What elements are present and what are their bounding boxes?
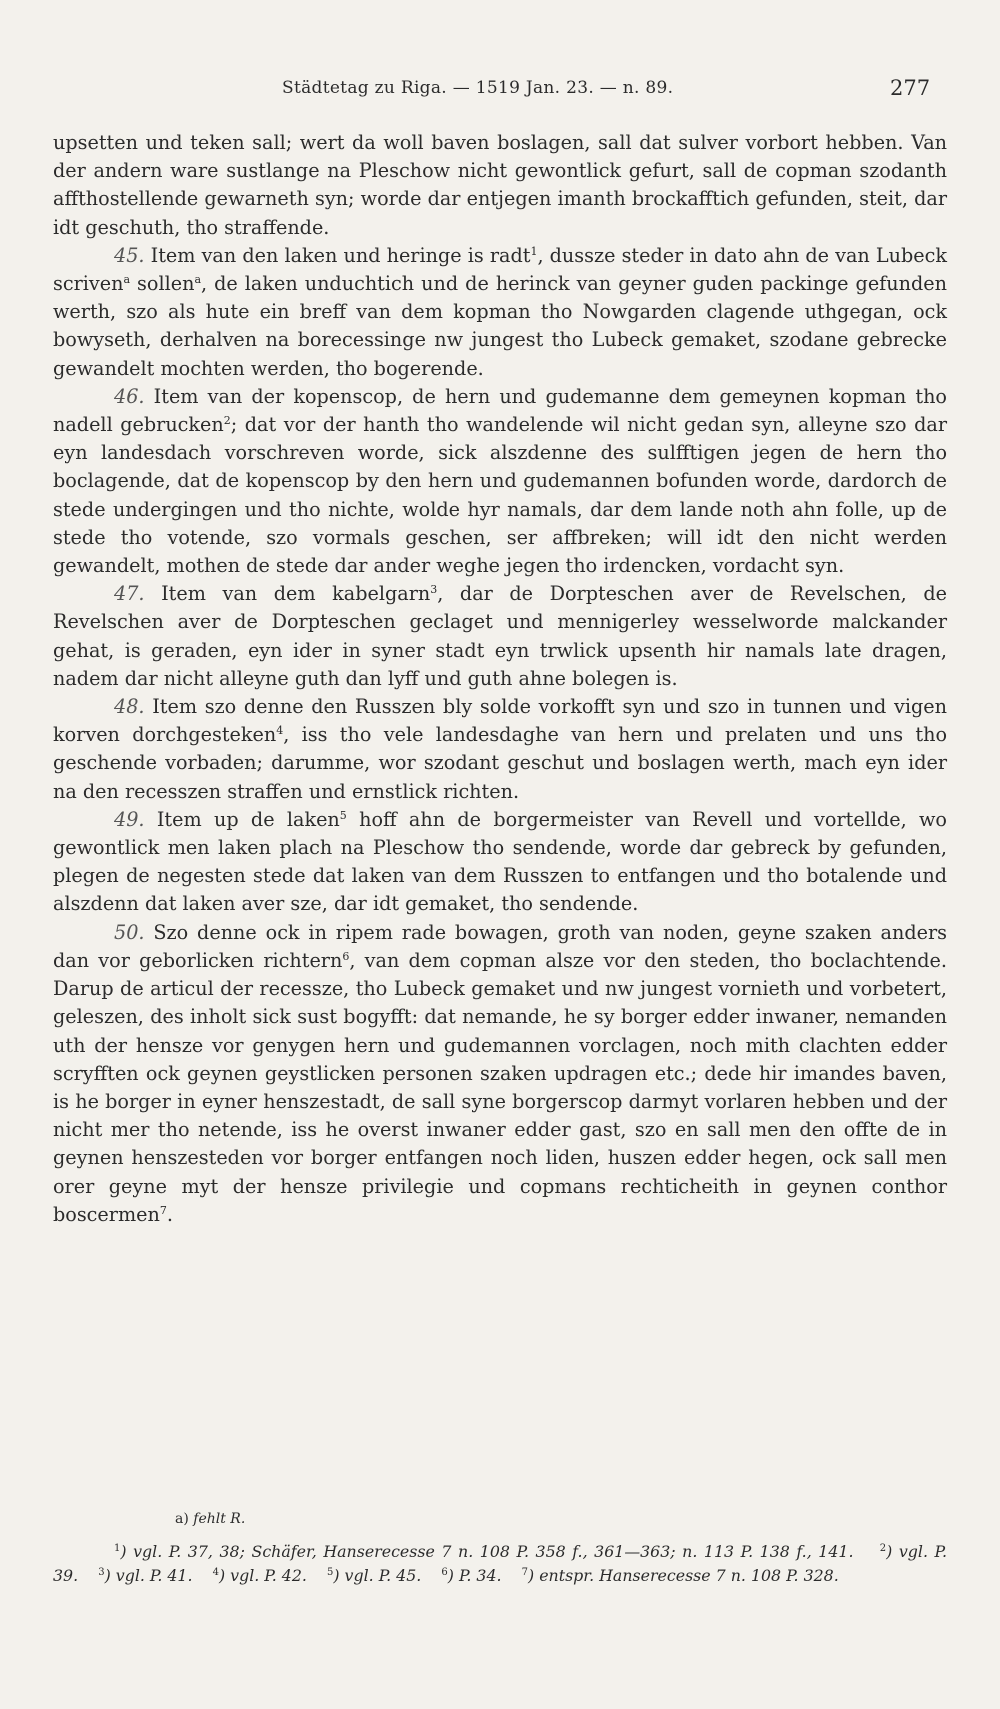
- footnote-text: ) entspr. Hanserecesse 7 n. 108 P. 328.: [528, 1566, 839, 1585]
- section-number: 48.: [114, 695, 145, 719]
- section-text: hoff ahn de borgermeister van Revell und vortellde, wo gewontlick men laken plach na Pleschow tho sendende, worde dar gebreck by gefunden, plegen de negesten stede dat laken van dem Russzen to entfangen und tho botalende und alszdenn dat laken aver sze, dar idt gemaket, tho sendende.: [53, 807, 947, 916]
- footnote-ref: 6: [342, 949, 350, 963]
- footnote-mark: 1: [114, 1543, 121, 1554]
- section-text: Szo denne ock in ripem rade bowagen, groth van noden, geyne szaken anders dan vor geborlicken richtern: [53, 920, 947, 972]
- footnote-ref: 5: [339, 808, 347, 822]
- note-text: fehlt R.: [193, 1511, 246, 1527]
- section-number: 50.: [114, 920, 145, 944]
- section-text: sollen: [130, 272, 195, 296]
- footnote-ref: a: [194, 273, 201, 287]
- footnote-mark: 7: [521, 1567, 529, 1578]
- footnote-text: ) vgl. P. 45.: [333, 1566, 422, 1585]
- footnote-text: ) vgl. P. 41.: [104, 1566, 193, 1585]
- section-text: , dar de Dorpteschen aver de Revelschen, de Revelschen aver de Dorpteschen geclaget und mennigerley wesselworde malckander gehat, is geraden, eyn ider in syner stadt eyn trwlick upsenth hir namals late dragen, nadem dar nicht alleyne guth dan lyff und guth ahne bolegen is.: [53, 582, 947, 690]
- running-head: Städtetag zu Riga. — 1519 Jan. 23. — n. 89.: [282, 78, 674, 98]
- section-text: Item van dem kabelgarn: [161, 582, 431, 606]
- footnote-mark: 2: [879, 1543, 887, 1554]
- footnote-mark: 4: [212, 1567, 219, 1578]
- section-text: Item van den laken und heringe is radt: [150, 243, 531, 267]
- footnote-mark: 5: [327, 1567, 334, 1578]
- section-46: [53, 383, 947, 580]
- section-45: [53, 242, 947, 383]
- footnote-ref: 4: [276, 724, 284, 738]
- section-text: , van dem copman alsze vor den steden, tho boclachtende. Darup de articul der recessze, tho Lubeck gemaket und nw jungest vornieth und vorbetert, geleszen, des inholt sick sust bogyfft: dat nemande, he sy borger edder inwaner, nemanden uth der hensze vor genygen hern und gudemannen vorclagen, noch mith clachten edder scryfften ock geynen geystlicken personen szaken updragen etc.; dede hir imandes baven, is he borger in eyner henszestadt, de sall syne borgerscop darmyt vorlaren hebben und der nicht mer tho netende, iss he overst inwaner edder gast, szo en sall men den offte de in geynen henszesteden vor borger entfangen noch liden, huszen edder hegen, ock sall men orer geyne myt der hensze privilegie und copmans rechticheith in geynen conthor boscermen: [53, 948, 948, 1226]
- footnote-text: ) P. 34.: [447, 1566, 502, 1585]
- footnote-text: ) vgl. P. 37, 38; Schäfer, Hanserecesse 7 n. 108 P. 358 f., 361—363; n. 113 P. 138 f., 141.: [120, 1542, 854, 1561]
- footnote-list: [53, 1540, 947, 1588]
- section-number: 45.: [114, 243, 145, 267]
- footnote-ref: 7: [159, 1203, 167, 1217]
- section-47: [53, 580, 947, 693]
- section-text: , dussze steder in dato ahn de van Lubeck scriven: [53, 243, 947, 296]
- section-49: [53, 806, 947, 919]
- footnote-text: ) vgl. P. 42.: [218, 1566, 307, 1585]
- page-header: [0, 78, 1000, 108]
- footnote-mark: 3: [98, 1567, 105, 1578]
- section-text: Item up de laken: [156, 807, 340, 831]
- section-number: 47.: [114, 582, 145, 606]
- section-48: [53, 693, 947, 806]
- section-text: , de laken unduchtich und de herinck van geyner guden packinge gefunden werth, szo als hute ein breff van dem kopman tho Nowgarden clagende uthgegan, ock bowyseth, derhalven na borecessinge nw jungest tho Lubeck gemaket, szodane gebrecke gewandelt mochten werden, tho bogerende.: [53, 272, 947, 380]
- page-number: 277: [890, 76, 931, 100]
- textual-note: [53, 1507, 947, 1531]
- footnotes: [53, 1507, 947, 1588]
- section-number: 46.: [114, 384, 145, 408]
- section-number: 49.: [114, 807, 145, 831]
- section-text: ; dat vor der hanth tho wandelende wil nicht gedan syn, alleyne szo dar eyn landesdach vorschreven worde, sick alszdenne des sulfftigen jegen de hern tho boclagende, dat de kopenscop by den hern und gudemannen bofunden worde, dardorch de stede undergingen und tho nichte, wolde hyr namals, dar dem lande noth ahn folle, up de stede tho votende, szo vormals geschen, ser affbreken; will idt den nicht werden gewandelt, mothen de stede dar ander weghe jegen tho irdencken, vordacht syn.: [53, 413, 948, 578]
- note-mark: a): [175, 1511, 189, 1527]
- section-50: [53, 919, 947, 1229]
- section-text: Item van der kopenscop, de hern und gudemanne dem gemeynen kopman tho nadell gebrucken: [53, 384, 947, 437]
- footnote-ref: 2: [223, 414, 231, 428]
- footnote-ref: 1: [530, 244, 538, 258]
- footnote-mark: 6: [441, 1567, 448, 1578]
- section-text: Item szo denne den Russzen bly solde vorkofft syn und szo in tunnen und vigen korven dorchgesteken: [53, 695, 947, 747]
- body-text: [53, 129, 947, 1229]
- section-text: .: [166, 1202, 173, 1226]
- footnote-text: ) vgl. P. 39.: [53, 1542, 948, 1585]
- footnote-ref: 3: [430, 583, 438, 597]
- paragraph-continuation: upsetten und teken sall; wert da woll baven boslagen, sall dat sulver vorbort hebben. Van der andern ware sustlange na Pleschow nicht gewontlick gefurt, sall de copman szodanth affthostellende gewarneth syn; worde dar entjegen imanth brockafftich gefunden, steit, dar idt geschuth, tho straffende.: [53, 131, 947, 239]
- section-text: , iss tho vele landesdaghe van hern und prelaten und uns tho geschende vorbaden; darumme, wor szodant geschut und boslagen werth, mach eyn ider na den recesszen straffen und ernstlick richten.: [53, 723, 947, 803]
- footnote-ref: a: [123, 273, 131, 287]
